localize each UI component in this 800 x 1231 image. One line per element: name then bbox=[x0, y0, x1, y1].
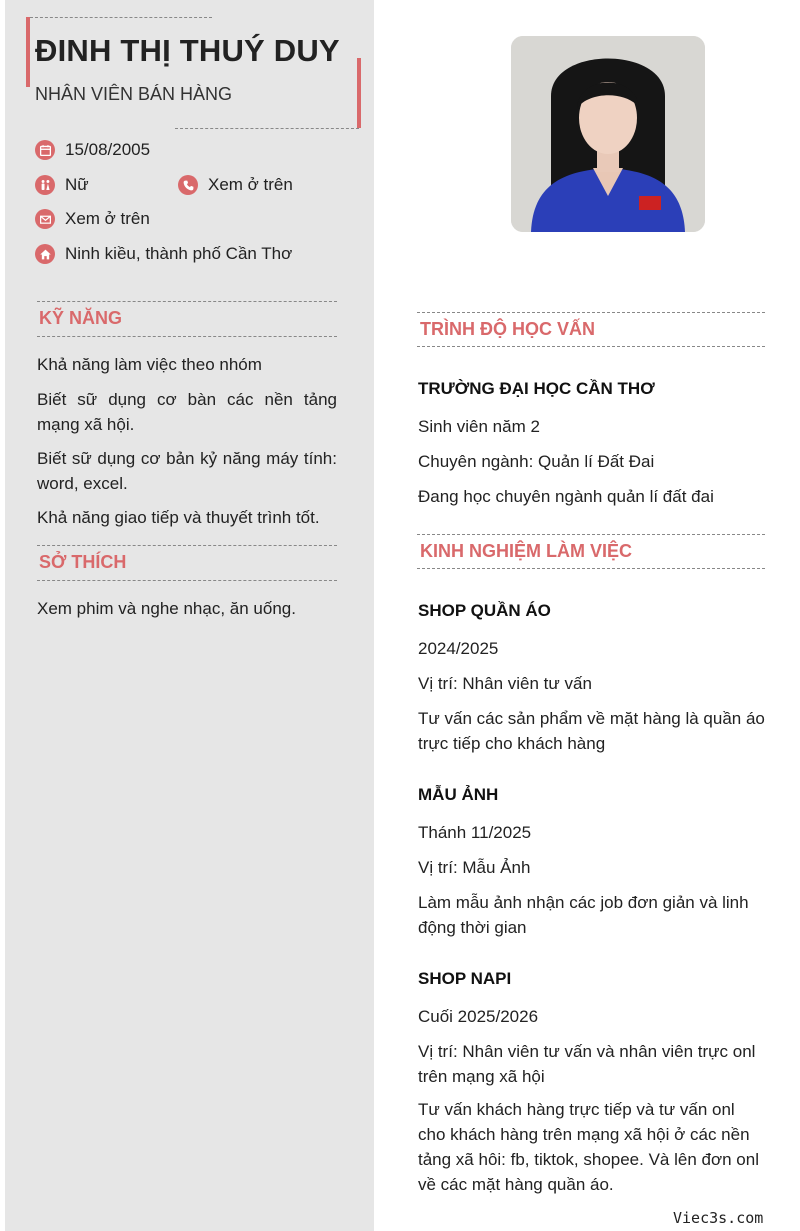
birthdate: 15/08/2005 bbox=[65, 140, 151, 159]
job-position: Vị trí: Mẫu Ảnh bbox=[418, 858, 531, 877]
experience-divider-top bbox=[417, 534, 765, 535]
gender: Nữ bbox=[65, 175, 89, 194]
phone-row bbox=[178, 175, 293, 195]
skills-divider-bottom bbox=[37, 336, 337, 337]
calendar-icon bbox=[35, 140, 55, 160]
hobbies-divider-bottom bbox=[37, 580, 337, 581]
hobbies-divider-top bbox=[37, 545, 337, 546]
email: Xem ở trên bbox=[65, 209, 150, 228]
job-description: Tư vấn khách hàng trực tiếp và tư vấn onl cho khách hàng trên mạng xã hội ở các nền tảng xã hôi: fb, tiktok, shopee. Và lên đơn onl về các mặt hàng quần áo. bbox=[418, 1100, 759, 1194]
gender-icon bbox=[35, 175, 55, 195]
header-accent-bar-right bbox=[357, 58, 361, 128]
skills-divider-top bbox=[37, 301, 337, 302]
email-icon bbox=[35, 209, 55, 229]
job-title: NHÂN VIÊN BÁN HÀNG bbox=[35, 84, 233, 104]
header-bottom-divider bbox=[175, 128, 359, 129]
education-line: Đang học chuyên ngành quản lí đất đai bbox=[418, 487, 714, 506]
skills-title: KỸ NĂNG bbox=[39, 308, 123, 328]
skill-item: Khả năng giao tiếp và thuyết trình tốt. bbox=[37, 508, 320, 527]
job-company: MẪU ẢNH bbox=[418, 785, 499, 804]
phone: Xem ở trên bbox=[208, 175, 293, 194]
gender-row bbox=[35, 175, 89, 195]
education-line: Sinh viên năm 2 bbox=[418, 417, 540, 436]
job-position: Vị trí: Nhân viên tư vấn và nhân viên trực onl trên mạng xã hội bbox=[418, 1042, 756, 1086]
job-description: Làm mẫu ảnh nhận các job đơn giản và linh động thời gian bbox=[418, 893, 749, 937]
school-name: TRƯỜNG ĐẠI HỌC CẦN THƠ bbox=[418, 379, 655, 398]
birthdate-row bbox=[35, 140, 150, 160]
skill-item: Biết sữ dụng cơ bản kỷ năng máy tính: word, excel. bbox=[37, 449, 337, 493]
address: Ninh kiều, thành phố Cần Thơ bbox=[65, 244, 293, 263]
hobby-item: Xem phim và nghe nhạc, ăn uống. bbox=[37, 599, 296, 618]
header-accent-bar-left bbox=[26, 17, 30, 87]
skill-item: Khả năng làm việc theo nhóm bbox=[37, 355, 262, 374]
job-description: Tư vấn các sản phẩm về mặt hàng là quần áo trực tiếp cho khách hàng bbox=[418, 709, 765, 753]
job-period: Cuối 2025/2026 bbox=[418, 1007, 539, 1026]
header-top-divider bbox=[30, 17, 212, 18]
education-line: Chuyên ngành: Quản lí Đất Đai bbox=[418, 452, 655, 471]
education-divider-bottom bbox=[417, 346, 765, 347]
skill-item: Biết sữ dụng cơ bàn các nền tảng mạng xã hội. bbox=[37, 390, 337, 434]
job-period: Thánh 11/2025 bbox=[418, 823, 532, 842]
job-company: SHOP NAPI bbox=[418, 969, 512, 988]
watermark: Viec3s.com bbox=[673, 1209, 764, 1227]
full-name: ĐINH THỊ THUÝ DUY bbox=[35, 33, 340, 68]
job-period: 2024/2025 bbox=[418, 639, 499, 658]
education-title: TRÌNH ĐỘ HỌC VẤN bbox=[420, 319, 595, 339]
experience-divider-bottom bbox=[417, 568, 765, 569]
hobbies-title: SỞ THÍCH bbox=[39, 552, 127, 572]
job-position: Vị trí: Nhân viên tư vấn bbox=[418, 674, 592, 693]
email-row bbox=[35, 209, 150, 229]
education-divider-top bbox=[417, 312, 765, 313]
experience-title: KINH NGHIỆM LÀM VIỆC bbox=[420, 541, 633, 561]
address-row bbox=[35, 244, 292, 264]
phone-icon bbox=[178, 175, 198, 195]
job-company: SHOP QUẦN ÁO bbox=[418, 601, 551, 620]
profile-photo bbox=[511, 36, 705, 232]
home-icon bbox=[35, 244, 55, 264]
